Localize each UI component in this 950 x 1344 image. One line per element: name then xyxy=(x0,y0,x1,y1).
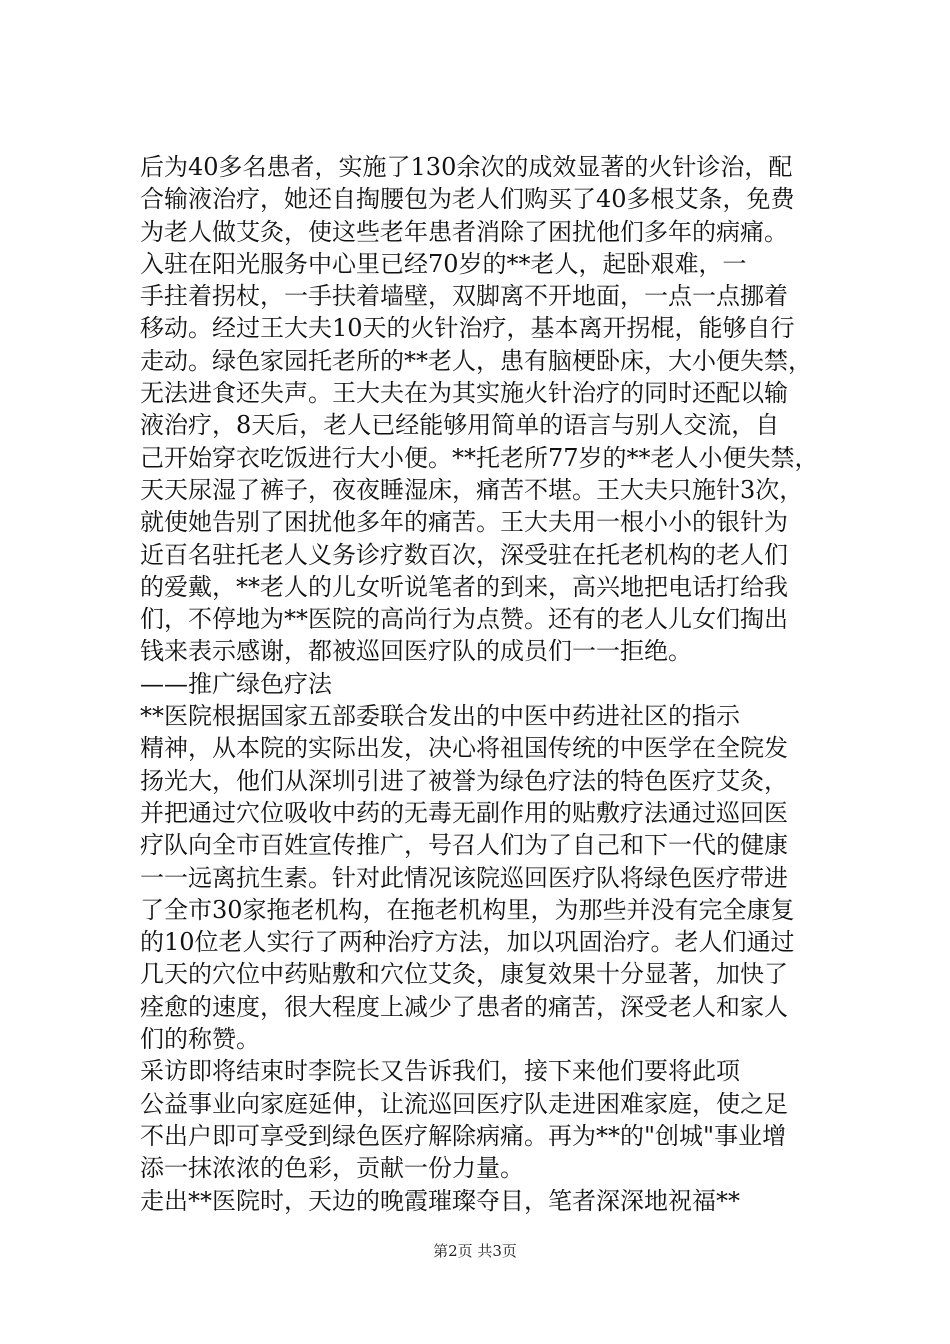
text-line: 钱来表示感谢，都被巡回医疗队的成员们一一拒绝。 xyxy=(140,637,692,666)
page-number-footer: 第2页 共3页 xyxy=(433,1242,517,1260)
text-line: 液治疗，8天后，老人已经能够用简单的语言与别人交流，自 xyxy=(140,411,780,440)
text-line: 的爱戴，**老人的儿女听说笔者的到来，高兴地把电话打给我 xyxy=(140,572,788,601)
text-line: 疗队向全市百姓宣传推广，号召人们为了自己和下一代的健康 xyxy=(140,831,788,860)
text-line: 走动。绿色家园托老所的**老人，患有脑梗卧床，大小便失禁， xyxy=(140,346,812,375)
text-line: 己开始穿衣吃饭进行大小便。**托老所77岁的**老人小便失禁， xyxy=(140,443,819,472)
text-line: 不出户即可享受到绿色医疗解除病痛。再为**的"创城"事业增 xyxy=(140,1121,787,1150)
text-line: **医院根据国家五部委联合发出的中医中药进社区的指示 xyxy=(140,702,740,731)
text-line: 无法进食还失声。王大夫在为其实施火针治疗的同时还配以输 xyxy=(140,379,788,408)
text-line: 就使她告别了困扰他多年的痛苦。王大夫用一根小小的银针为 xyxy=(140,508,788,537)
text-line: 了全市30家拖老机构，在拖老机构里，为那些并没有完全康复 xyxy=(140,895,795,924)
text-line: 为老人做艾灸，使这些老年患者消除了困扰他们多年的病痛。 xyxy=(140,217,788,246)
text-line: 们，不停地为**医院的高尚行为点赞。还有的老人儿女们掏出 xyxy=(140,605,788,634)
text-line: 天天尿湿了裤子，夜夜睡湿床，痛苦不堪。王大夫只施针3次， xyxy=(140,475,804,504)
text-line: 一一远离抗生素。针对此情况该院巡回医疗队将绿色医疗带进 xyxy=(140,863,788,892)
article-body xyxy=(140,151,840,1217)
text-line: 走出**医院时，天边的晚霞璀璨夺目，笔者深深地祝福** xyxy=(140,1186,740,1215)
text-line: 并把通过穴位吸收中药的无毒无副作用的贴敷疗法通过巡回医 xyxy=(140,798,788,827)
text-line: 几天的穴位中药贴敷和穴位艾灸，康复效果十分显著，加快了 xyxy=(140,960,788,989)
text-line: 扬光大，他们从深圳引进了被誉为绿色疗法的特色医疗艾灸， xyxy=(140,766,788,795)
text-line: 添一抹浓浓的色彩，贡献一份力量。 xyxy=(140,1154,524,1183)
text-line: 精神，从本院的实际出发，决心将祖国传统的中医学在全院发 xyxy=(140,734,788,763)
text-line: 入驻在阳光服务中心里已经70岁的**老人，起卧艰难，一 xyxy=(140,249,747,278)
text-line: 们的称赞。 xyxy=(140,1025,260,1054)
text-line: 痊愈的速度，很大程度上减少了患者的痛苦，深受老人和家人 xyxy=(140,992,788,1021)
text-line: 后为40多名患者，实施了130余次的成效显著的火针诊治，配 xyxy=(140,153,793,181)
text-line: 手拄着拐杖，一手扶着墙壁，双脚离不开地面，一点一点挪着 xyxy=(140,282,788,311)
text-line: 的10位老人实行了两种治疗方法，加以巩固治疗。老人们通过 xyxy=(140,928,795,957)
text-line: 公益事业向家庭延伸，让流巡回医疗队走进困难家庭，使之足 xyxy=(140,1089,788,1118)
text-line: 近百名驻托老人义务诊疗数百次，深受驻在托老机构的老人们 xyxy=(140,540,788,569)
section-heading: ——推广绿色疗法 xyxy=(140,669,332,698)
text-line: 合输液治疗，她还自掏腰包为老人们购买了40多根艾条，免费 xyxy=(140,185,795,214)
text-line: 移动。经过王大夫10天的火针治疗，基本离开拐棍，能够自行 xyxy=(140,314,795,343)
text-line: 采访即将结束时李院长又告诉我们，接下来他们要将此项 xyxy=(140,1057,740,1086)
